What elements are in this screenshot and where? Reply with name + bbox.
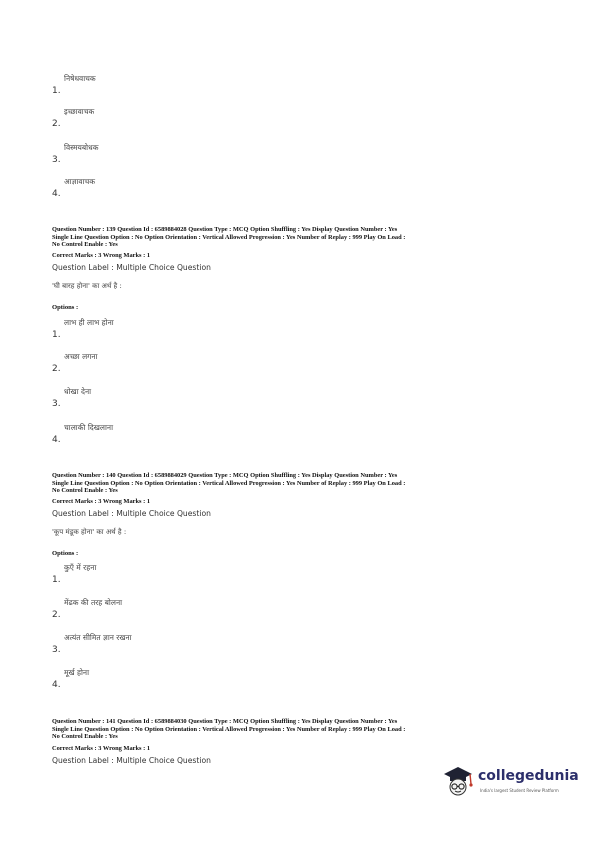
question-meta-line: No Control Enable : Yes bbox=[52, 241, 118, 249]
question-label: Question Label : Multiple Choice Question bbox=[52, 756, 211, 765]
option-text: अच्छा लगना bbox=[64, 352, 98, 361]
option-text: विस्मयबोधक bbox=[64, 143, 99, 152]
option-item bbox=[52, 423, 352, 445]
logo-wordmark: collegedunia bbox=[478, 768, 579, 784]
question-meta-line: Single Line Question Option : No Option Orientation : Vertical Allowed Progression : Yes Number of Replay : 999 Play On Load : bbox=[52, 725, 406, 733]
option-item bbox=[52, 352, 352, 374]
option-item bbox=[52, 633, 352, 655]
option-number: 1. bbox=[52, 86, 61, 96]
option-text: चालाकी दिखलाना bbox=[64, 423, 114, 432]
option-text: मेंढक की तरह बोलना bbox=[64, 598, 123, 607]
question-meta-line: Question Number : 141 Question Id : 6589884030 Question Type : MCQ Option Shuffling : Yes Display Question Number : Yes bbox=[52, 718, 398, 725]
question-meta-line: Question Number : 139 Question Id : 6589884028 Question Type : MCQ Option Shuffling : Yes Display Question Number : Yes bbox=[52, 226, 398, 233]
option-item bbox=[52, 387, 352, 409]
question-header bbox=[52, 472, 552, 495]
option-text: कुएँ में रहना bbox=[64, 563, 97, 572]
question-label: Question Label : Multiple Choice Question bbox=[52, 509, 211, 518]
option-item bbox=[52, 668, 352, 690]
question-meta-line: No Control Enable : Yes bbox=[52, 733, 118, 741]
question-meta-line: No Control Enable : Yes bbox=[52, 487, 118, 495]
question-marks: Correct Marks : 3 Wrong Marks : 1 bbox=[52, 498, 151, 505]
option-number: 4. bbox=[52, 680, 61, 690]
question-header bbox=[52, 718, 552, 741]
option-number: 3. bbox=[52, 645, 61, 655]
options-label: Options : bbox=[52, 304, 79, 311]
question-text: 'घी बारह होना' का अर्थ है : bbox=[52, 282, 122, 290]
option-number: 1. bbox=[52, 575, 61, 585]
option-item bbox=[52, 107, 352, 129]
question-label: Question Label : Multiple Choice Question bbox=[52, 263, 211, 272]
question-meta-line: Question Number : 140 Question Id : 6589884029 Question Type : MCQ Option Shuffling : Yes Display Question Number : Yes bbox=[52, 472, 398, 479]
graduate-mascot-icon bbox=[440, 762, 476, 798]
option-item bbox=[52, 563, 352, 585]
option-number: 4. bbox=[52, 189, 61, 199]
option-number: 1. bbox=[52, 330, 61, 340]
question-meta-line: Single Line Question Option : No Option Orientation : Vertical Allowed Progression : Yes Number of Replay : 999 Play On Load : bbox=[52, 479, 406, 487]
option-number: 2. bbox=[52, 364, 61, 374]
option-text: मूर्ख होना bbox=[64, 668, 90, 677]
logo-tagline: India's largest Student Review Platform bbox=[480, 788, 559, 793]
question-marks: Correct Marks : 3 Wrong Marks : 1 bbox=[52, 252, 151, 259]
collegedunia-logo bbox=[440, 762, 580, 802]
question-header bbox=[52, 226, 552, 249]
options-label: Options : bbox=[52, 550, 79, 557]
option-text: इच्छावाचक bbox=[64, 107, 95, 116]
question-meta-line: Single Line Question Option : No Option Orientation : Vertical Allowed Progression : Yes Number of Replay : 999 Play On Load : bbox=[52, 233, 406, 241]
option-item bbox=[52, 143, 352, 165]
option-text: निषेधवाचक bbox=[64, 74, 96, 83]
option-item bbox=[52, 74, 352, 96]
option-text: आज्ञावाचक bbox=[64, 177, 96, 186]
option-number: 3. bbox=[52, 155, 61, 165]
option-number: 3. bbox=[52, 399, 61, 409]
option-text: अत्यंत सीमित ज्ञान रखना bbox=[64, 633, 132, 642]
option-text: लाभ ही लाभ होना bbox=[64, 318, 114, 327]
question-marks: Correct Marks : 3 Wrong Marks : 1 bbox=[52, 745, 151, 752]
option-number: 2. bbox=[52, 119, 61, 129]
option-item bbox=[52, 177, 352, 199]
question-text: 'कूप मंडूक होना' का अर्थ है : bbox=[52, 528, 127, 536]
option-item bbox=[52, 318, 352, 340]
option-number: 2. bbox=[52, 610, 61, 620]
option-item bbox=[52, 598, 352, 620]
option-text: धोखा देना bbox=[64, 387, 92, 396]
option-number: 4. bbox=[52, 435, 61, 445]
